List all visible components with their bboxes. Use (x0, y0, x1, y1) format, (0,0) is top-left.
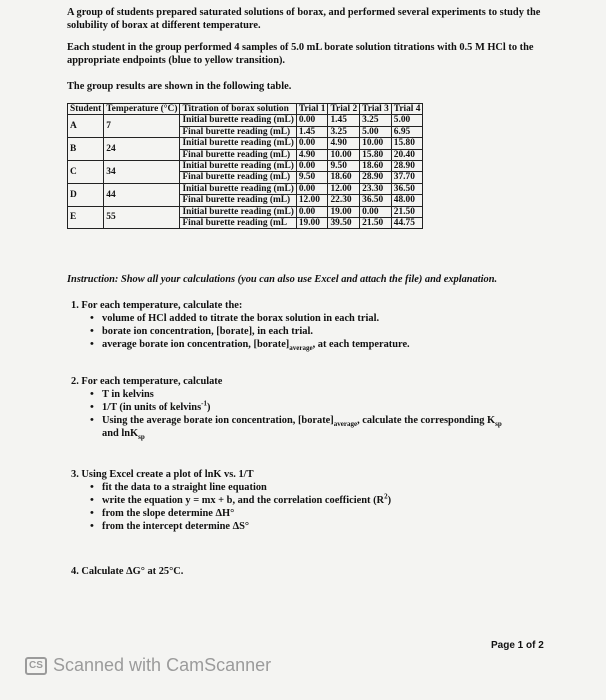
trial-value: 19.00 (296, 218, 328, 229)
question-2-bullet-2: • 1/T (in units of kelvins$^{-1}$) (93, 401, 541, 414)
table-row (68, 115, 423, 126)
page-number: Page 1 of 2 (491, 640, 544, 651)
trial-value: 22.30 (328, 195, 360, 206)
trial-value: 23.30 (360, 183, 392, 194)
instruction-line: Instruction: Show all your calculations (you can also use Excel and attach the file) and explanation. (67, 274, 498, 285)
trial-value: 4.90 (296, 149, 328, 160)
trial-value: 9.50 (296, 172, 328, 183)
results-table (67, 103, 423, 229)
trial-value: 0.00 (360, 206, 392, 217)
reading-label: Initial burette reading (mL) (180, 115, 296, 126)
header-trial-1: Trial 1 (296, 104, 328, 115)
header-trial-4: Trial 4 (391, 104, 423, 115)
trial-value: 6.95 (391, 126, 423, 137)
trial-value: 9.50 (328, 161, 360, 172)
table-row (68, 206, 423, 217)
student-cell: E (68, 206, 104, 229)
student-cell: B (68, 138, 104, 161)
table-header-row (68, 104, 423, 115)
temperature-cell: 7 (104, 115, 180, 138)
reading-label: Final burette reading (mL (180, 218, 296, 229)
question-2 (71, 375, 541, 440)
question-4-heading: 4. Calculate ΔG° at 25°C. (71, 566, 184, 577)
trial-value: 36.50 (360, 195, 392, 206)
trial-value: 3.25 (360, 115, 392, 126)
table-row (68, 183, 423, 194)
header-titration: Titration of borax solution (180, 104, 296, 115)
trial-value: 20.40 (391, 149, 423, 160)
reading-label: Final burette reading (mL) (180, 195, 296, 206)
temperature-cell: 34 (104, 161, 180, 184)
trial-value: 48.00 (391, 195, 423, 206)
reading-label: Final burette reading (mL) (180, 172, 296, 183)
trial-value: 0.00 (296, 161, 328, 172)
trial-value: 10.00 (360, 138, 392, 149)
header-temperature: Temperature (°C) (104, 104, 180, 115)
reading-label: Initial burette reading (mL) (180, 161, 296, 172)
question-1-heading: 1. For each temperature, calculate the: (71, 300, 243, 311)
reading-label: Initial burette reading (mL) (180, 138, 296, 149)
trial-value: 28.90 (391, 161, 423, 172)
header-trial-3: Trial 3 (360, 104, 392, 115)
trial-value: 0.00 (296, 138, 328, 149)
reading-label: Final burette reading (mL) (180, 149, 296, 160)
results-note-paragraph: The group results are shown in the following table. (67, 81, 292, 92)
question-4 (71, 565, 541, 578)
trial-value: 5.00 (360, 126, 392, 137)
trial-value: 12.00 (296, 195, 328, 206)
question-3-bullet-3: • from the slope determine ΔH° (93, 507, 541, 520)
student-cell: A (68, 115, 104, 138)
trial-value: 36.50 (391, 183, 423, 194)
trial-value: 15.80 (391, 138, 423, 149)
question-1-bullet-1: • volume of HCl added to titrate the borax solution in each trial. (93, 312, 541, 325)
question-3-heading: 3. Using Excel create a plot of lnK vs. 1/T (71, 469, 254, 480)
trial-value: 0.00 (296, 183, 328, 194)
trial-value: 4.90 (328, 138, 360, 149)
temperature-cell: 55 (104, 206, 180, 229)
trial-value: 0.00 (296, 115, 328, 126)
student-cell: D (68, 183, 104, 206)
header-trial-2: Trial 2 (328, 104, 360, 115)
temperature-cell: 24 (104, 138, 180, 161)
table-row (68, 138, 423, 149)
trial-value: 28.90 (360, 172, 392, 183)
reading-label: Initial burette reading (mL) (180, 183, 296, 194)
trial-value: 19.00 (328, 206, 360, 217)
reading-label: Initial burette reading (mL) (180, 206, 296, 217)
trial-value: 1.45 (296, 126, 328, 137)
question-3-bullet-2: • write the equation y = mx + b, and the correlation coefficient $(R^2)$ (93, 494, 541, 507)
trial-value: 18.60 (360, 161, 392, 172)
student-cell: C (68, 161, 104, 184)
header-student: Student (68, 104, 104, 115)
camscanner-logo-icon: CS (25, 657, 47, 675)
trial-value: 15.80 (360, 149, 392, 160)
trial-value: 0.00 (296, 206, 328, 217)
trial-value: 1.45 (328, 115, 360, 126)
question-1-bullet-3: • average borate ion concentration, $[borate]_{average}$, at each temperature. (93, 338, 541, 351)
temperature-cell: 44 (104, 183, 180, 206)
intro-paragraph: A group of students prepared saturated solutions of borax, and performed several experiments to study the solubility of borax at different temperature. (67, 7, 541, 31)
trial-value: 21.50 (391, 206, 423, 217)
question-3 (71, 468, 541, 533)
question-2-bullet-3: • Using the average borate ion concentration, $[borate]_{average}$, calculate the corresponding $K_{sp}$ and lnK$_{sp}$ (93, 414, 541, 440)
question-3-bullet-4: • from the intercept determine ΔS° (93, 520, 541, 533)
question-3-bullet-1: • fit the data to a straight line equation (93, 481, 541, 494)
trial-value: 3.25 (328, 126, 360, 137)
trial-value: 18.60 (328, 172, 360, 183)
student-note-paragraph: Each student in the group performed 4 samples of 5.0 mL borate solution titrations with 0.5 M HCl to the appropriate endpoints (blue to yellow transition). (67, 42, 534, 66)
trial-value: 21.50 (360, 218, 392, 229)
watermark-text: Scanned with CamScanner (53, 655, 272, 675)
trial-value: 10.00 (328, 149, 360, 160)
question-1 (71, 299, 541, 351)
reading-label: Final burette reading (mL) (180, 126, 296, 137)
question-1-bullet-2: • borate ion concentration, [borate], in each trial. (93, 325, 541, 338)
trial-value: 5.00 (391, 115, 423, 126)
trial-value: 44.75 (391, 218, 423, 229)
question-2-bullet-1: • T in kelvins (93, 388, 541, 401)
table-row (68, 161, 423, 172)
trial-value: 12.00 (328, 183, 360, 194)
question-2-heading: 2. For each temperature, calculate (71, 376, 223, 387)
trial-value: 39.50 (328, 218, 360, 229)
trial-value: 37.70 (391, 172, 423, 183)
camscanner-watermark (25, 655, 271, 676)
